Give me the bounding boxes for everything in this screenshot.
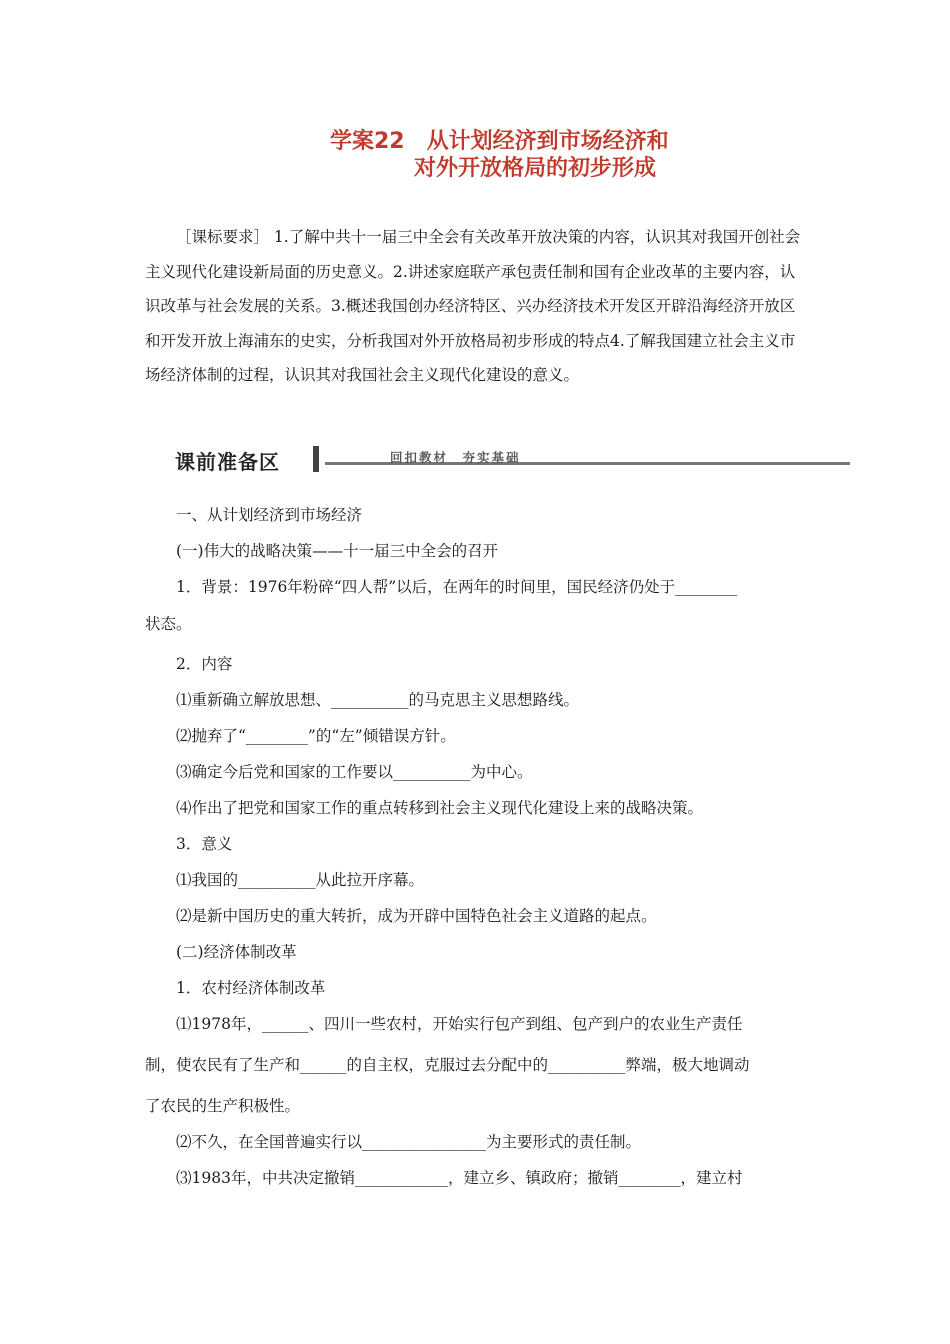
text-line: 制，使农民有了生产和______的自主权，克服过去分配中的__________弊端，极大地调动 <box>145 1056 750 1074</box>
text-line: 了农民的生产积极性。 <box>145 1097 301 1115</box>
banner-subtitle: 回扣教材 夯实基础 <box>390 450 521 465</box>
text-line: ⑵不久，在全国普遍实行以________________为主要形式的责任制。 <box>176 1133 642 1151</box>
banner-label: 课前准备区 <box>175 450 280 474</box>
text-line: (一)伟大的战略决策——十一届三中全会的召开 <box>176 542 499 560</box>
text-line: 1．背景：1976年粉碎“四人帮”以后，在两年的时间里，国民经济仍处于________ <box>176 578 738 596</box>
text-line: ⑶1983年，中共决定撤销____________，建立乡、镇政府；撤销________，建立村 <box>176 1169 743 1187</box>
text-line: ⑵是新中国历史的重大转折，成为开辟中国特色社会主义道路的起点。 <box>176 907 657 925</box>
document-title-line-2: 对外开放格局的初步形成 <box>414 156 657 181</box>
banner-divider <box>313 446 319 472</box>
section-banner <box>175 444 850 478</box>
text-line: ⑴1978年，______、四川一些农村，开始实行包产到组、包产到户的农业生产责任 <box>176 1015 743 1033</box>
text-line: 3．意义 <box>176 835 233 853</box>
text-line: ⑶确定今后党和国家的工作要以__________为中心。 <box>176 763 533 781</box>
text-line: (二)经济体制改革 <box>176 943 297 961</box>
text-line: 一、从计划经济到市场经济 <box>176 506 363 524</box>
text-line: 1．农村经济体制改革 <box>176 979 326 997</box>
text-line: ⑴重新确立解放思想、__________的马克思主义思想路线。 <box>176 691 580 709</box>
text-line: ⑵抛弃了“________”的“左”倾错误方针。 <box>176 727 456 745</box>
document-title-line-1: 学案22 从计划经济到市场经济和 <box>330 129 669 154</box>
curriculum-requirements: ［课标要求］ 1.了解中共十一届三中全会有关改革开放决策的内容，认识其对我国开创社会主义现代化建设新局面的历史意义。2.讲述家庭联产承包责任制和国有企业改革的主要内容，认识改革与社会发展的关系。3.概述我国创办经济特区、兴办经济技术开发区开辟沿海经济开放区和开发开放上海浦东的史实，分析我国对外开放格局初步形成的特点4.了解我国建立社会主义市场经济体制的过程，认识其对我国社会主义现代化建设的意义。 <box>145 228 801 384</box>
text-line: 2．内容 <box>176 655 233 673</box>
text-line: ⑷作出了把党和国家工作的重点转移到社会主义现代化建设上来的战略决策。 <box>176 799 704 817</box>
text-line: ⑴我国的__________从此拉开序幕。 <box>176 871 425 889</box>
text-line: 状态。 <box>145 615 192 633</box>
